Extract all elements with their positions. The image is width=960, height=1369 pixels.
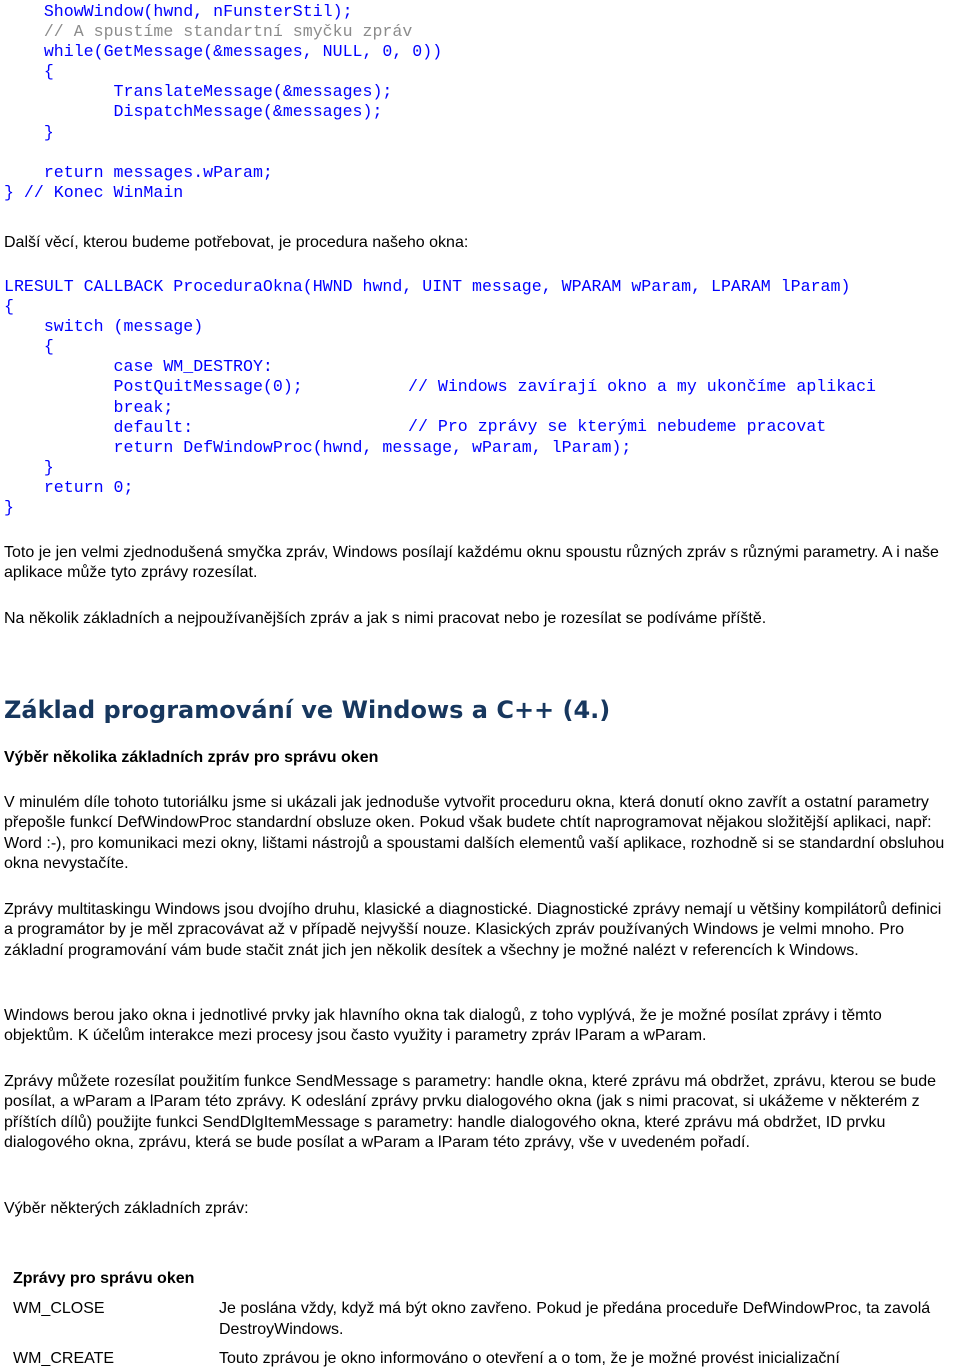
paragraph: Výběr některých základních zpráv: (4, 1200, 249, 1217)
code-line: while(GetMessage(&messages, NULL, 0, 0)) (4, 42, 443, 62)
code-line: return 0; (4, 477, 134, 497)
message-name: WM_CREATE (13, 1350, 115, 1367)
code-line: } (4, 457, 54, 477)
paragraph: Windows berou jako okna i jednotlivé prvky jak hlavního okna tak dialogů, z toho vyplývá, že je možné posílat zprávy i těmto objektům. K účelům interakce mezi procesy jsou často využity i parametry zpráv lParam a wParam. (4, 1007, 882, 1045)
code-comment-destroy: // Windows zavírají okno a my ukončíme aplikaci (408, 377, 877, 396)
code-line: TranslateMessage(&messages); (4, 82, 393, 102)
table-row (13, 1348, 943, 1369)
code-comment-default: // Pro zprávy se kterými nebudeme pracovat (408, 417, 827, 436)
code-block-procedure (4, 277, 877, 518)
code-line: } (4, 498, 14, 518)
code-line: case WM_DESTROY: (4, 357, 273, 377)
message-name: WM_CLOSE (13, 1300, 105, 1317)
code-line: { (4, 337, 54, 357)
intro-proc-text: Další věcí, kterou budeme potřebovat, je procedura našeho okna: (4, 234, 469, 251)
message-description: Je poslána vždy, když má být okno zavřeno. Pokud je předána proceduře DefWindowProc, ta zavolá DestroyWindows. (219, 1300, 931, 1338)
table-row (13, 1298, 943, 1348)
code-line: ShowWindow(hwnd, nFunsterStil); (4, 2, 353, 21)
code-line: switch (message) (4, 317, 204, 337)
code-line: break; (4, 397, 174, 417)
code-line: { (4, 62, 54, 82)
code-line: } (4, 122, 54, 142)
code-line: default: (4, 417, 194, 437)
table-title: Zprávy pro správu oken (13, 1270, 195, 1287)
code-comment: // A spustíme standartní smyčku zpráv (4, 22, 413, 42)
message-description: Touto zprávou je okno informováno o otevření a o tom, že je možné provést inicializační (219, 1350, 840, 1367)
table-title-row (13, 1268, 943, 1298)
code-line: PostQuitMessage(0); (4, 377, 303, 397)
code-block-winmain (4, 2, 442, 203)
code-line: return DefWindowProc(hwnd, message, wParam, lParam); (4, 437, 632, 457)
page-title: Základ programování ve Windows a C++ (4.) (4, 696, 611, 724)
messages-table (13, 1268, 943, 1369)
paragraph-loop: Toto je jen velmi zjednodušená smyčka zpráv, Windows posílají každému oknu spoustu různých zpráv s různými parametry. A i naše aplikace může tyto zprávy rozesílat. (4, 544, 939, 582)
paragraph: Zprávy multitaskingu Windows jsou dvojího druhu, klasické a diagnostické. Diagnostické zprávy nemají u většiny kompilátorů definici a programátor by je měl zpracovávat až v případě nejvyšší nouze. Klasických zpráv používaných Windows je velmi mnoho. Pro základní programování vám bude stačit znát jich jen několik desítek a všechny je možné nalézt v referencích k Windows. (4, 901, 942, 959)
code-line: return messages.wParam; (4, 162, 273, 182)
code-line: } // Konec WinMain (4, 182, 184, 202)
paragraph: V minulém díle tohoto tutoriálku jsme si ukázali jak jednoduše vytvořit proceduru okna, která donutí okno zavřít a ostatní parametry přepošle funkcí DefWindowProc standardní obsluze oken. Pokud však budete chtít naprogramovat nějakou složitější aplikaci, např: Word :-), pro komunikaci mezi okny, lištami nástrojů a spoustami dalších elementů vaší aplikace, rozhodně si se standardní obsluhou okna nevystačíte. (4, 794, 945, 872)
paragraph: Zprávy můžete rozesílat použitím funkce SendMessage s parametry: handle okna, které zprávu má obdržet, zprávu, kterou se bude posílat, a wParam a lParam této zprávy. K odeslání zprávy prvku dialogového okna (jak s nimi pracovat, si ukážeme v některém z příštích dílů) použijte funkci SendDlgItemMessage s parametry: handle dialogového okna, které zprávu má obdržet, ID prvku dialogového okna, zprávu, která se bude posílat a wParam a lParam této zprávy, vše v uvedeném pořadí. (4, 1073, 937, 1151)
code-line: DispatchMessage(&messages); (4, 102, 383, 122)
code-line: { (4, 297, 14, 317)
section-subheading: Výběr několika základních zpráv pro správu oken (4, 749, 379, 766)
code-line: LRESULT CALLBACK ProceduraOkna(HWND hwnd, UINT message, WPARAM wParam, LPARAM lParam) (4, 277, 851, 296)
paragraph-next: Na několik základních a nejpoužívanějších zpráv a jak s nimi pracovat nebo je rozesílat se podíváme příště. (4, 610, 767, 627)
